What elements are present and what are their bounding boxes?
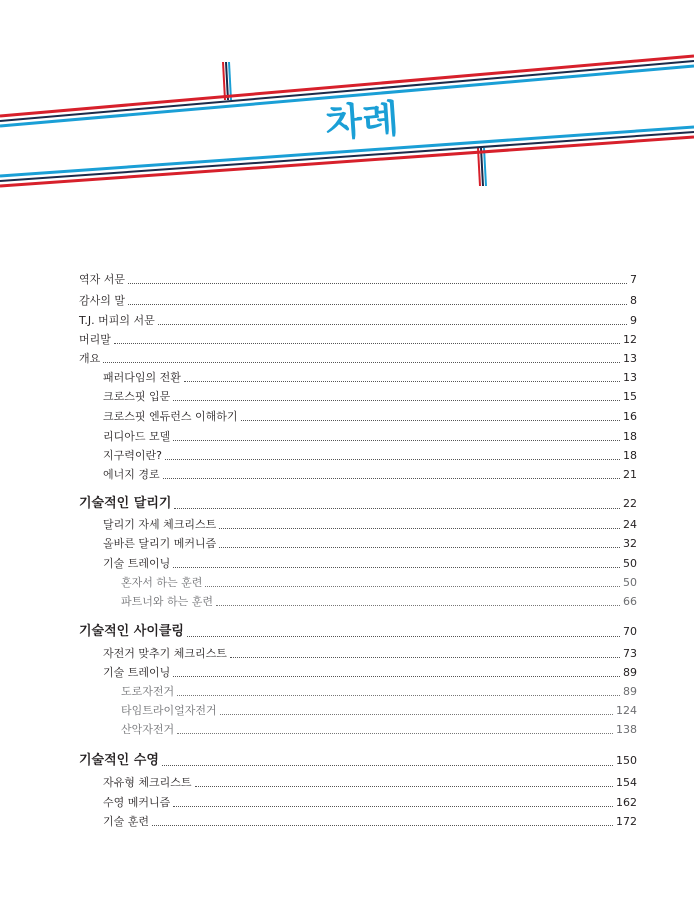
toc-page: 13 (623, 371, 637, 384)
upper-tick (223, 62, 231, 100)
toc-entry-acknowledgements[interactable] (79, 292, 637, 308)
leader-dots (216, 605, 620, 606)
toc-entry-translator-preface[interactable] (79, 271, 637, 287)
toc-label: 머리말 (79, 333, 111, 346)
toc-page: 24 (623, 518, 637, 531)
leader-dots (173, 806, 613, 807)
toc-entry-preface[interactable] (79, 331, 637, 347)
toc-page: 66 (623, 595, 637, 608)
toc-page: 22 (623, 497, 637, 510)
leader-dots (173, 400, 620, 401)
leader-dots (128, 283, 627, 284)
toc-page: 18 (623, 449, 637, 462)
leader-dots (158, 324, 627, 325)
toc-entry[interactable] (103, 535, 637, 551)
toc-label: 달리기 자세 체크리스트 (103, 518, 217, 531)
leader-dots (219, 528, 620, 529)
toc-label: 타임트라이얼자전거 (121, 704, 217, 717)
toc-entry[interactable] (103, 794, 637, 810)
leader-dots (128, 304, 627, 305)
leader-dots (177, 695, 620, 696)
toc-entry[interactable] (103, 645, 637, 661)
leader-dots (152, 825, 613, 826)
toc-label: 기술적인 사이클링 (79, 624, 184, 639)
toc-label: 기술 훈련 (103, 815, 150, 828)
toc-label: 역자 서문 (79, 273, 126, 286)
toc-page: 16 (623, 410, 637, 423)
toc-entry[interactable] (103, 369, 637, 385)
leader-dots (187, 636, 620, 637)
toc-entry[interactable] (121, 593, 637, 609)
toc-page: 32 (623, 537, 637, 550)
toc-label: 기술 트레이닝 (103, 557, 171, 570)
toc-label: 크로스핏 엔듀런스 이해하기 (103, 410, 238, 423)
toc-label: 도로자전거 (121, 685, 175, 698)
toc-page: 21 (623, 468, 637, 481)
toc-entry[interactable] (103, 774, 637, 790)
toc-label: 패러다임의 전환 (103, 371, 181, 384)
toc-page: 50 (623, 557, 637, 570)
toc-label: 수영 메커니즘 (103, 796, 171, 809)
toc-page: 15 (623, 390, 637, 403)
leader-dots (114, 343, 620, 344)
toc-page: 9 (630, 314, 637, 327)
leader-dots (103, 362, 620, 363)
leader-dots (173, 440, 620, 441)
toc-entry[interactable] (103, 466, 637, 482)
toc-entry[interactable] (121, 702, 637, 718)
toc-entry[interactable] (103, 447, 637, 463)
toc-page: 70 (623, 625, 637, 638)
leader-dots (219, 547, 620, 548)
toc-page: 18 (623, 430, 637, 443)
toc-page: 124 (616, 704, 637, 717)
title-banner (0, 0, 694, 200)
toc-page: 12 (623, 333, 637, 346)
toc-label: 기술적인 달리기 (79, 496, 172, 511)
leader-dots (174, 508, 620, 509)
toc-entry[interactable] (103, 388, 637, 404)
leader-dots (195, 786, 613, 787)
leader-dots (162, 765, 613, 766)
leader-dots (163, 478, 620, 479)
toc-entry-foreword[interactable] (79, 312, 637, 328)
toc-label: 기술 트레이닝 (103, 666, 171, 679)
lower-tick (478, 148, 486, 186)
toc-label: 지구력이란? (103, 449, 162, 462)
toc-page: 154 (616, 776, 637, 789)
toc-page: 73 (623, 647, 637, 660)
toc-label: 산악자전거 (121, 723, 175, 736)
leader-dots (184, 381, 620, 382)
toc-entry[interactable] (103, 428, 637, 444)
toc-entry-overview[interactable] (79, 350, 637, 366)
toc-entry[interactable] (121, 683, 637, 699)
leader-dots (173, 567, 620, 568)
toc-label: 파트너와 하는 훈련 (121, 595, 214, 608)
toc-page: 13 (623, 352, 637, 365)
toc-page: 89 (623, 685, 637, 698)
toc-label: 리디아드 모델 (103, 430, 171, 443)
leader-dots (220, 714, 613, 715)
toc-page: 8 (630, 294, 637, 307)
leader-dots (241, 420, 620, 421)
toc-page: 7 (630, 273, 637, 286)
toc-label: 감사의 말 (79, 294, 126, 307)
leader-dots (165, 459, 620, 460)
toc-entry[interactable] (121, 721, 637, 737)
toc-label: 자유형 체크리스트 (103, 776, 192, 789)
toc-label: T.J. 머피의 서문 (79, 314, 155, 327)
leader-dots (173, 676, 620, 677)
toc-chapter-swimming[interactable] (79, 749, 637, 769)
toc-page: 50 (623, 576, 637, 589)
toc-entry[interactable] (103, 516, 637, 532)
toc-label: 크로스핏 입문 (103, 390, 171, 403)
toc-entry[interactable] (103, 813, 637, 829)
leader-dots (177, 733, 613, 734)
toc-label: 개요 (79, 352, 101, 365)
leader-dots (205, 586, 620, 587)
toc-label: 기술적인 수영 (79, 753, 159, 768)
toc-entry[interactable] (103, 555, 637, 571)
toc-page: 89 (623, 666, 637, 679)
toc-chapter-running[interactable] (79, 492, 637, 512)
toc-page: 138 (616, 723, 637, 736)
toc-page: 162 (616, 796, 637, 809)
toc-chapter-cycling[interactable] (79, 620, 637, 640)
leader-dots (230, 657, 620, 658)
toc-entry[interactable] (121, 574, 637, 590)
toc-label: 혼자서 하는 훈련 (121, 576, 203, 589)
toc-label: 자전거 맞추기 체크리스트 (103, 647, 227, 660)
toc-entry[interactable] (103, 664, 637, 680)
page-title: 차례 (323, 96, 401, 146)
toc-page: 150 (616, 754, 637, 767)
toc-label: 올바른 달리기 메커니즘 (103, 537, 217, 550)
toc-entry[interactable] (103, 408, 637, 424)
toc-page: 172 (616, 815, 637, 828)
toc-label: 에너지 경로 (103, 468, 160, 481)
